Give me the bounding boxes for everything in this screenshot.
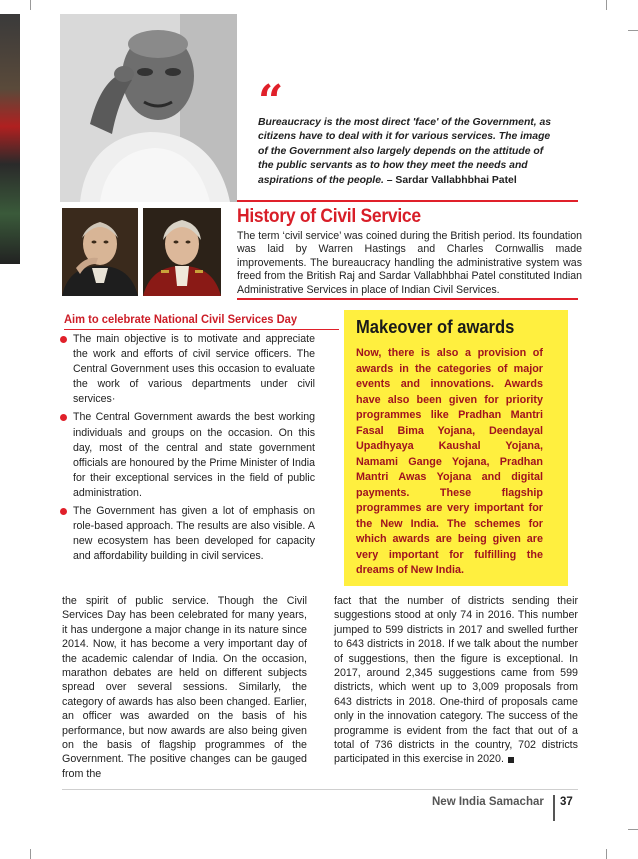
pull-quote-text: Bureaucracy is the most direct 'face' of the Government, as citizens have to deal with it for various services. The image of the Government also largely depends on the attitude of the public servants as to how they meet the needs and aspirations of the people. (258, 117, 552, 186)
history-paragraph: The term ‘civil service’ was coined during the British period. Its foundation was laid by Warren Hastings and Charles Cornwallis made improvements. The bureaucracy handling the administrative system was freed from the British Raj and Sardar Vallabhbhai Patel constituted Indian Administrative Services in place of Indian Civil Services. (237, 230, 582, 296)
portrait-cornwallis (143, 208, 221, 296)
crop-mark (628, 30, 638, 31)
quote-mark: “ (258, 76, 284, 127)
bullet-icon (60, 336, 67, 343)
quote-attribution: – Sardar Vallabhbhai Patel (386, 174, 517, 186)
list-item: The main objective is to motivate and appreciate the work and efforts of civil service officers. The Central Government uses this occasion to evaluate the work of various departments under civil services· (60, 332, 315, 407)
section-heading-history: History of Civil Service (237, 206, 421, 227)
facing-page-edge (0, 14, 20, 264)
body-column-left: the spirit of public service. Though the Civil Services Day has been celebrated for many years, it has undergone a major change in its nature since 2014. Now, it has become a very important day of the academic calendar of India. On the occasion, marathon debates are held on different subjects spread over several sessions. Similarly, the category of awards has also been changed. Earlier, an officer was awarded on the basis of his performance, but now awards are also being given on the basis of flagship programmes of the Government. The positive changes can be gauged from the (62, 595, 307, 780)
section-heading-makeover: Makeover of awards (356, 317, 515, 337)
aim-underline (64, 329, 339, 330)
end-mark-icon (508, 757, 514, 763)
body-column-right: fact that the number of districts sending their suggestions stood at only 74 in 2016. This number jumped to 599 districts in 2017 and swelled further to 643 districts in 2018. If we talk about the number of suggestions, then the figure is exceptional. In 2017, around 2,345 suggestions came from 599 districts, which went up to 3,009 proposals from 643 districts in 2018. One-third of proposals came only in the innovation category. The success of the programme is evident from the fact that out of a total of 736 districts in the country, 702 districts participated in this exercise in 2020. (334, 595, 578, 766)
aim-bullet-list (60, 332, 315, 567)
footer-separator (553, 795, 555, 821)
list-item: The Central Government awards the best working individuals and groups on the occasion. On this day, most of the central and state government officials are honoured by the Prime Minister of India for their exceptional services in the field of public administration. (60, 410, 315, 501)
footer-publication-name: New India Samachar (432, 796, 544, 808)
crop-mark (606, 849, 607, 859)
crop-mark (30, 0, 31, 10)
page-number: 37 (560, 796, 573, 808)
crop-mark (30, 849, 31, 859)
list-item: The Government has given a lot of emphasis on role-based approach. The results are also visible. A new ecosystem has been developed for capacity and affordability building in civil services. (60, 504, 315, 564)
section-heading-aim: Aim to celebrate National Civil Services Day (64, 312, 298, 326)
pull-quote (258, 116, 558, 188)
makeover-paragraph: Now, there is also a provision of awards in the categories of major events and innovations. Awards have also been given for priority programmes like Pradhan Mantri Fasal Bima Yojana, Deendayal Upadhyaya Kaushal Yojana, Namami Gange Yojana, Pradhan Mantri Awas Yojana and digital payments. These flagship programmes are very important for the New India. The schemes for which awards are being given are very important for fulfilling the dreams of New India. (356, 347, 543, 576)
crop-mark (606, 0, 607, 10)
portrait-hastings (62, 208, 138, 296)
crop-mark (628, 829, 638, 830)
portrait-photo (60, 14, 237, 202)
divider-rule (237, 298, 578, 300)
footer-rule (62, 789, 578, 790)
bullet-icon (60, 414, 67, 421)
bullet-icon (60, 508, 67, 515)
divider-rule (237, 200, 578, 202)
